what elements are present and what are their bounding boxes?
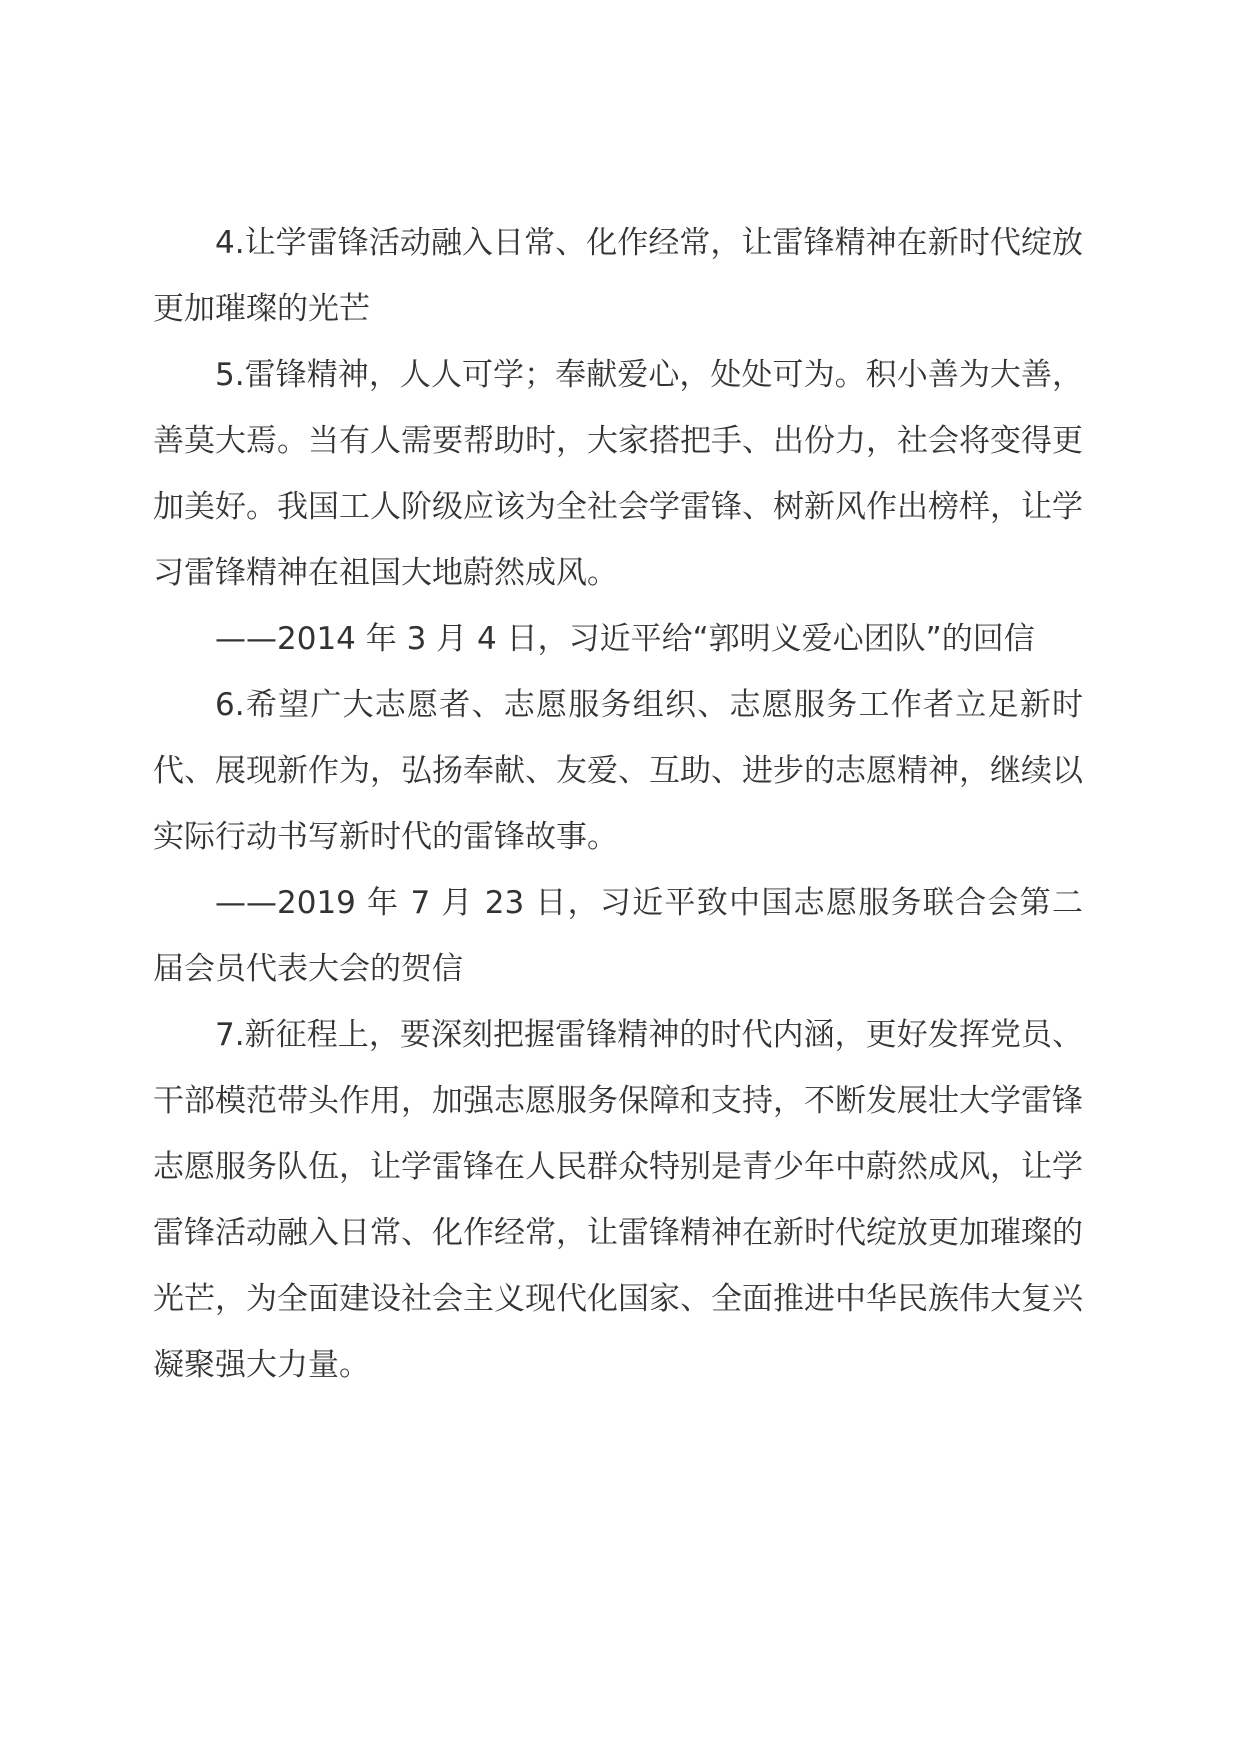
paragraph-item-6: 6.希望广大志愿者、志愿服务组织、志愿服务工作者立足新时代、展现新作为，弘扬奉献、友爱、互助、进步的志愿精神，继续以实际行动书写新时代的雷锋故事。	[153, 687, 1083, 855]
paragraph-item-4: 4.让学雷锋活动融入日常、化作经常，让雷锋精神在新时代绽放更加璀璨的光芒	[153, 225, 1083, 327]
document-body	[153, 210, 1083, 1398]
paragraph-item-7: 7.新征程上，要深刻把握雷锋精神的时代内涵，更好发挥党员、干部模范带头作用，加强志愿服务保障和支持，不断发展壮大学雷锋志愿服务队伍，让学雷锋在人民群众特别是青少年中蔚然成风，让学雷锋活动融入日常、化作经常，让雷锋精神在新时代绽放更加璀璨的光芒，为全面建设社会主义现代化国家、全面推进中华民族伟大复兴凝聚强大力量。	[153, 1017, 1083, 1383]
source-citation-2019: ——2019 年 7 月 23 日，习近平致中国志愿服务联合会第二届会员代表大会的贺信	[153, 885, 1083, 987]
source-citation-2014: ——2014 年 3 月 4 日，习近平给“郭明义爱心团队”的回信	[215, 621, 1035, 657]
paragraph-item-5: 5.雷锋精神，人人可学；奉献爱心，处处可为。积小善为大善，善莫大焉。当有人需要帮助时，大家搭把手、出份力，社会将变得更加美好。我国工人阶级应该为全社会学雷锋、树新风作出榜样，让学习雷锋精神在祖国大地蔚然成风。	[153, 357, 1083, 591]
